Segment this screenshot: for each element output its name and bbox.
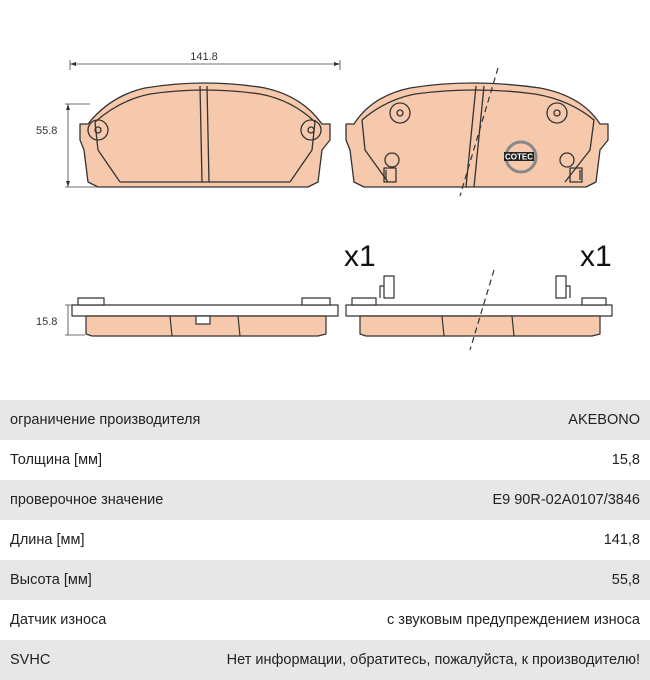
- spec-value: 55,8: [611, 572, 640, 588]
- dimension-height-label: 55.8: [36, 125, 58, 137]
- left-pad-side-view: [72, 298, 338, 336]
- specifications-table: [0, 400, 650, 680]
- spec-value: с звуковым предупреждением износа: [387, 612, 640, 628]
- spec-row: [0, 440, 650, 480]
- spec-label: Датчик износа: [10, 612, 107, 628]
- spec-row: [0, 520, 650, 560]
- spec-value: E9 90R-02A0107/3846: [492, 492, 640, 508]
- spec-row: [0, 600, 650, 640]
- right-pad-side-view: [346, 276, 612, 336]
- spec-value: AKEBONO: [568, 412, 640, 428]
- spec-label: SVHC: [10, 652, 51, 668]
- spec-value: 141,8: [603, 532, 640, 548]
- spec-row: [0, 480, 650, 520]
- spec-row: [0, 560, 650, 600]
- spec-value: 15,8: [611, 452, 640, 468]
- right-pad-front-view: [346, 83, 608, 187]
- quantity-right-label: x1: [580, 240, 612, 273]
- spec-row: [0, 640, 650, 680]
- dimension-thickness-label: 15.8: [36, 316, 58, 328]
- spec-label: Длина [мм]: [10, 532, 85, 548]
- svg-text:COTEC: COTEC: [505, 152, 533, 162]
- spec-row: [0, 400, 650, 440]
- left-pad-front-view: [80, 83, 330, 187]
- spec-label: Толщина [мм]: [10, 452, 103, 468]
- dimension-length-label: 141.8: [190, 51, 218, 63]
- spec-label: Высота [мм]: [10, 572, 92, 588]
- spec-label: ограничение производителя: [10, 412, 201, 428]
- spec-label: проверочное значение: [10, 492, 164, 508]
- spec-value: Нет информации, обратитесь, пожалуйста, к производителю!: [226, 652, 640, 668]
- quantity-left-label: x1: [344, 240, 376, 273]
